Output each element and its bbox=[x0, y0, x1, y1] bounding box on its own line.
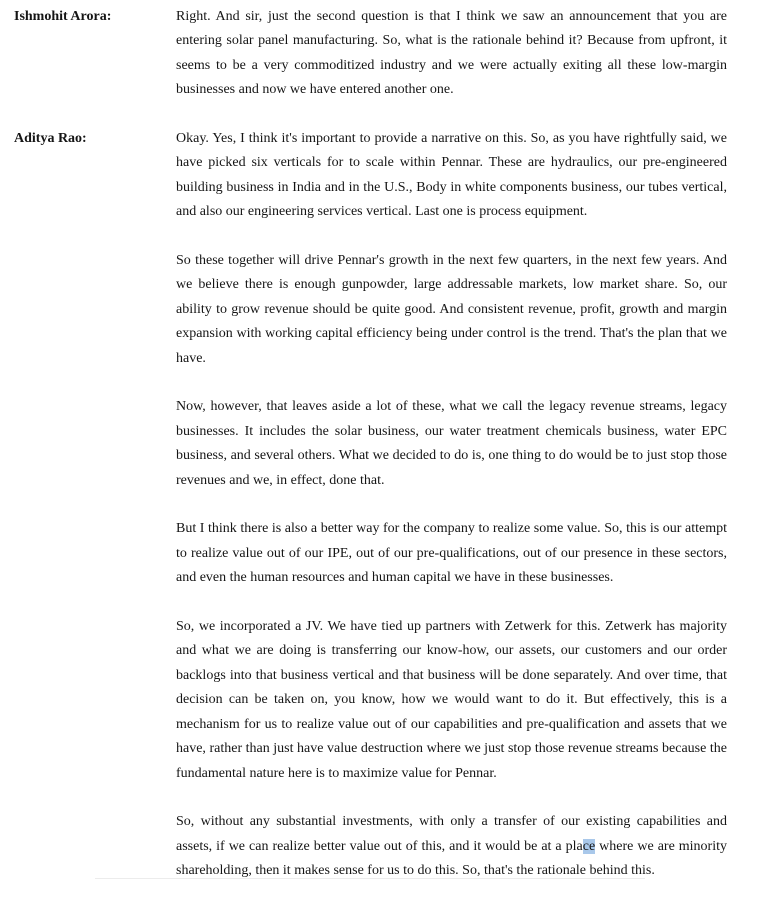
transcript-entry bbox=[0, 5, 757, 127]
transcript-paragraph bbox=[176, 249, 727, 371]
transcript-paragraph bbox=[176, 810, 727, 883]
transcript-body bbox=[0, 5, 757, 908]
paragraph-text: where we are minority shareholding, then it makes sense for us to do this. So, that's the rationale behind this. bbox=[176, 838, 727, 879]
transcript-paragraph bbox=[176, 127, 727, 225]
paragraph-text: Now, however, that leaves aside a lot of these, what we call the legacy revenue streams, legacy businesses. It includes the solar business, our water treatment chemicals business, water EPC business, and several others. What we decided to do is, one thing to do would be to just stop those revenues and we, in effect, done that. bbox=[176, 399, 727, 488]
faint-divider bbox=[95, 878, 645, 879]
paragraph-text: So, without any substantial investments, with only a transfer of our existing capabilities and assets, if we can realize better value out of this, and it would be at a pla bbox=[176, 814, 727, 854]
speaker-paragraphs bbox=[176, 5, 727, 127]
paragraph-text: Right. And sir, just the second question is that I think we saw an announcement that you are entering solar panel manufacturing. So, what is the rationale behind it? Because from upfront, it seems to be a very commoditized industry and we were actually exiting all these low-margin businesses and now we have entered another one. bbox=[176, 9, 727, 98]
paragraph-text: But I think there is also a better way for the company to realize some value. So, this is our attempt to realize value out of our IPE, out of our pre-qualifications, out of our presence in these sectors, and even the human resources and human capital we have in these businesses. bbox=[176, 521, 727, 586]
transcript-entry bbox=[0, 127, 757, 908]
paragraph-text: Okay. Yes, I think it's important to provide a narrative on this. So, as you have rightfully said, we have picked six verticals for to scale within Pennar. These are hydraulics, our pre-engineered building business in India and in the U.S., Body in white components business, our tubes vertical, and also our engineering services vertical. Last one is process equipment. bbox=[176, 131, 727, 220]
speaker-paragraphs bbox=[176, 127, 727, 908]
paragraph-text: So, we incorporated a JV. We have tied up partners with Zetwerk for this. Zetwerk has majority and what we are doing is transferring our know-how, our assets, our customers and our order backlogs into that business vertical and that business will be done separately. And over time, that decision can be taken on, you know, how we would want to do it. But effectively, this is a mechanism for us to realize value out of our capabilities and pre-qualification and assets that we have, rather than just have value destruction where we just stop those revenue streams because the fundamental nature here is to maximize value for Pennar. bbox=[176, 619, 727, 781]
speaker-name: Aditya Rao: bbox=[14, 131, 87, 147]
transcript-paragraph bbox=[176, 395, 727, 493]
transcript-paragraph bbox=[176, 517, 727, 590]
paragraph-text: So these together will drive Pennar's growth in the next few quarters, in the next few years. And we believe there is enough gunpowder, large addressable markets, low market share. So, our ability to grow revenue should be quite good. And consistent revenue, profit, growth and margin expansion with working capital efficiency being under control is the trend. That's the plan that we have. bbox=[176, 253, 727, 366]
speaker-name: Ishmohit Arora: bbox=[14, 9, 112, 24]
transcript-paragraph bbox=[176, 615, 727, 786]
search-highlight: ce bbox=[582, 838, 596, 854]
transcript-paragraph bbox=[176, 5, 727, 103]
